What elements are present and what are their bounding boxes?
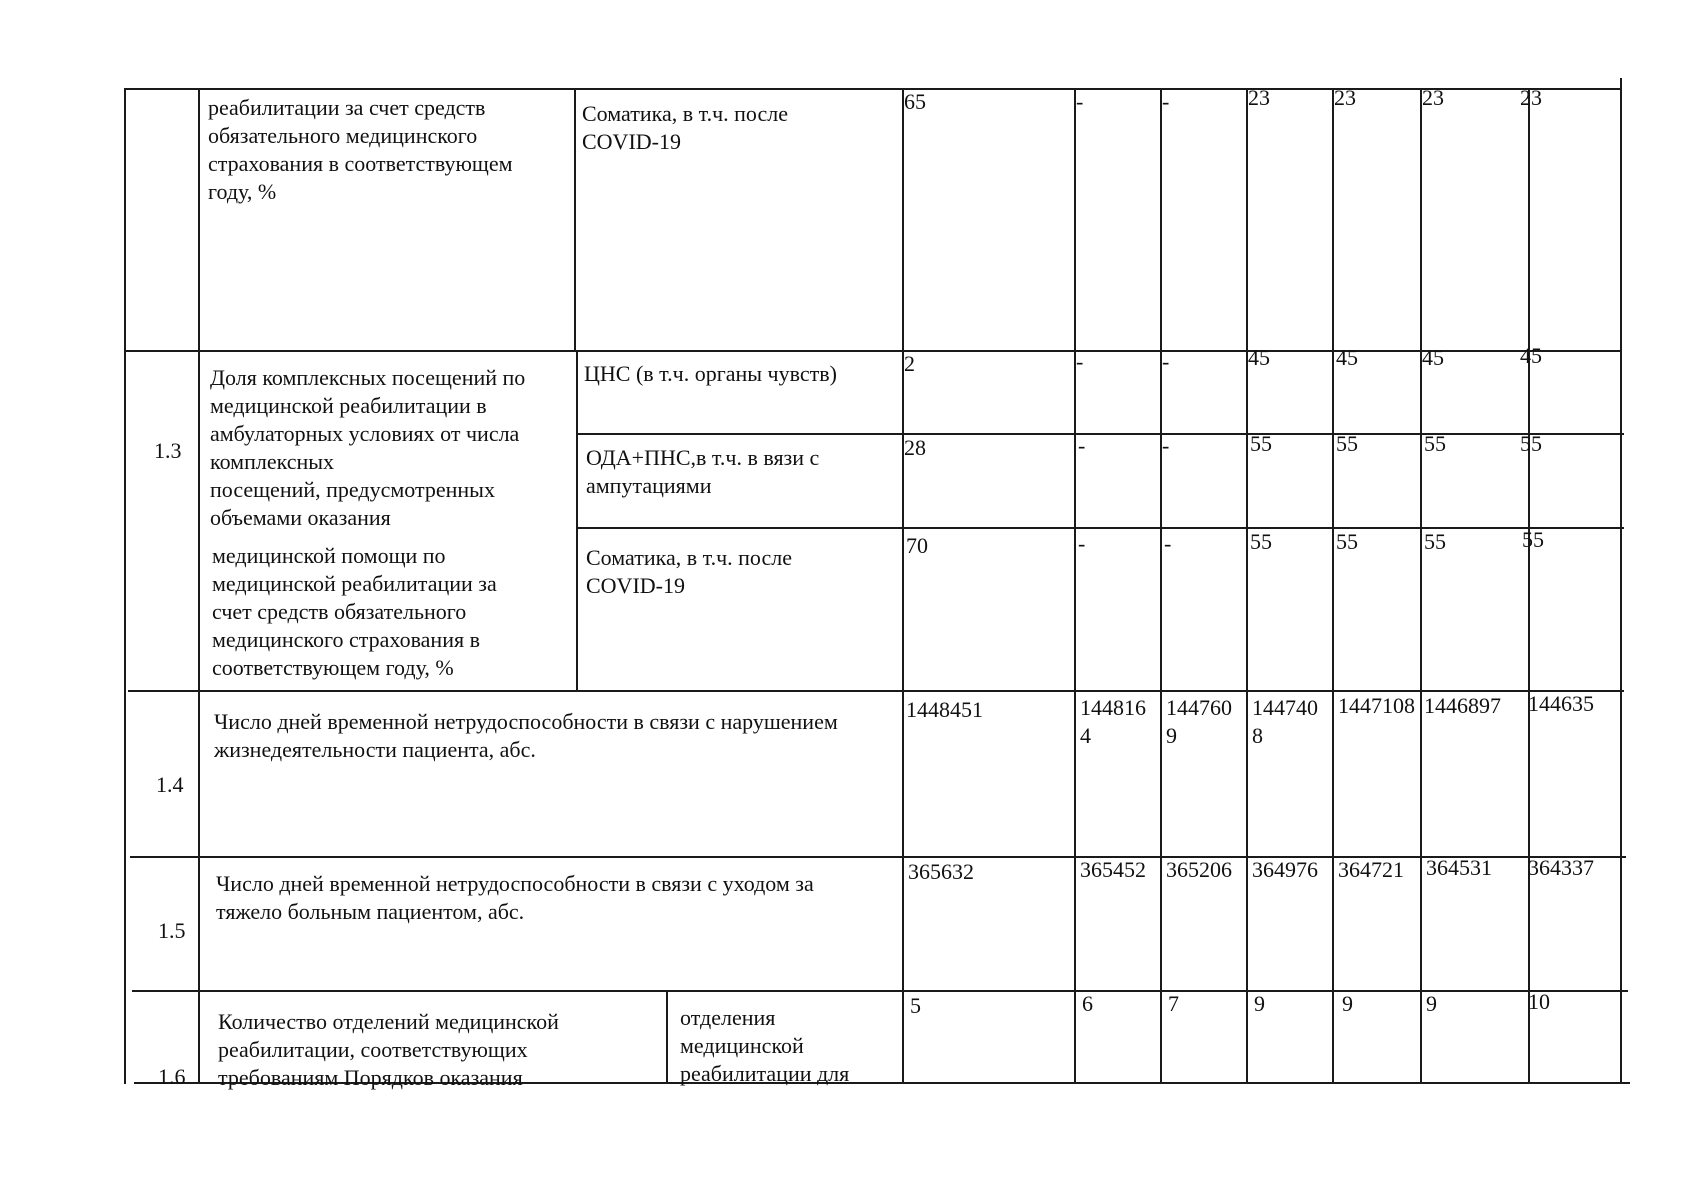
value-cell: 55 xyxy=(1424,529,1446,554)
category-label: ОДА+ПНС,в т.ч. в вязи с ампутациями xyxy=(586,445,820,498)
value-cell: 55 xyxy=(1250,529,1272,554)
value-cell: - xyxy=(1076,349,1084,374)
value-cell: 364721 xyxy=(1338,857,1404,882)
value-cell: 7 xyxy=(1168,991,1179,1016)
row-number: 1.6 xyxy=(158,1064,186,1089)
value-cell: 55 xyxy=(1520,431,1542,456)
row-divider xyxy=(578,527,1624,529)
value-cell: 6 xyxy=(1082,991,1093,1016)
category-label: отделения медицинской реабилитации для xyxy=(680,1005,850,1086)
value-cell: - xyxy=(1164,531,1172,556)
value-cell: - xyxy=(1078,433,1086,458)
col-divider xyxy=(666,990,668,1084)
row-number: 1.3 xyxy=(154,438,182,463)
value-cell: 10 xyxy=(1528,989,1550,1014)
row-number: 1.4 xyxy=(156,772,184,797)
value-cell: 55 xyxy=(1424,431,1446,456)
value-cell: 364337 xyxy=(1528,855,1594,880)
value-cell: 144816 4 xyxy=(1080,695,1146,748)
indicator-name: Количество отделений медицинской реабилитации, соответствующих требованиям Порядков оказания xyxy=(218,1009,559,1090)
col-divider xyxy=(1420,88,1422,1084)
indicator-name: Число дней временной нетрудоспособности в связи с нарушением жизнедеятельности пациента, абс. xyxy=(214,709,838,762)
value-cell: 45 xyxy=(1336,345,1358,370)
row-number: 1.5 xyxy=(158,918,186,943)
value-cell: 2 xyxy=(904,351,915,376)
value-cell: - xyxy=(1076,89,1084,114)
value-cell: - xyxy=(1078,531,1086,556)
category-label: Соматика, в т.ч. после COVID-19 xyxy=(586,545,792,598)
value-cell: 70 xyxy=(906,533,928,558)
value-cell: 364531 xyxy=(1426,855,1492,880)
value-cell: 23 xyxy=(1334,85,1356,110)
value-cell: - xyxy=(1162,433,1170,458)
value-cell: 45 xyxy=(1422,345,1444,370)
col-divider xyxy=(902,88,904,1084)
category-label: ЦНС (в т.ч. органы чувств) xyxy=(584,361,837,386)
value-cell: 9 xyxy=(1342,991,1353,1016)
value-cell: 144760 9 xyxy=(1166,695,1232,748)
row-divider xyxy=(578,433,1624,435)
value-cell: 365206 xyxy=(1166,857,1232,882)
col-divider xyxy=(1160,88,1162,1084)
col-divider xyxy=(576,350,578,690)
value-cell: 365632 xyxy=(908,859,974,884)
value-cell: 55 xyxy=(1336,431,1358,456)
value-cell: 364976 xyxy=(1252,857,1318,882)
value-cell: 1447108 xyxy=(1338,693,1415,718)
value-cell: 1446897 xyxy=(1424,693,1501,718)
category-label: Соматика, в т.ч. после COVID-19 xyxy=(582,101,788,154)
value-cell: 45 xyxy=(1248,345,1270,370)
value-cell: - xyxy=(1162,89,1170,114)
value-cell: 5 xyxy=(910,993,921,1018)
value-cell: 23 xyxy=(1422,85,1444,110)
value-cell: 144635 xyxy=(1528,691,1594,716)
table-right-border xyxy=(1620,78,1622,1084)
col-divider xyxy=(1074,88,1076,1084)
value-cell: 55 xyxy=(1522,527,1544,552)
value-cell: 28 xyxy=(904,435,926,460)
value-cell: 55 xyxy=(1250,431,1272,456)
value-cell: 55 xyxy=(1336,529,1358,554)
col-divider xyxy=(198,88,200,1084)
col-divider xyxy=(1528,88,1530,1084)
value-cell: 9 xyxy=(1426,991,1437,1016)
value-cell: 23 xyxy=(1248,85,1270,110)
indicator-name: Число дней временной нетрудоспособности в связи с уходом за тяжело больным пациентом, абс. xyxy=(216,871,814,924)
col-divider xyxy=(1332,88,1334,1084)
value-cell: 9 xyxy=(1254,991,1265,1016)
value-cell: 45 xyxy=(1520,343,1542,368)
value-cell: 365452 xyxy=(1080,857,1146,882)
value-cell: 1448451 xyxy=(906,697,983,722)
row-divider xyxy=(132,990,1628,992)
value-cell: 144740 8 xyxy=(1252,695,1318,748)
value-cell: 65 xyxy=(904,89,926,114)
indicator-name: реабилитации за счет средств обязательного медицинского страхования в соответствующем году, % xyxy=(208,95,513,204)
table-left-border xyxy=(124,88,126,1084)
col-divider xyxy=(1246,88,1248,1084)
indicator-name: медицинской помощи по медицинской реабилитации за счет средств обязательного медицинского страхования в соответствующем году, % xyxy=(212,543,497,680)
value-cell: 23 xyxy=(1520,85,1542,110)
indicator-name: Доля комплексных посещений по медицинской реабилитации в амбулаторных условиях от числа комплексных посещений, предусмотренных объемами оказания xyxy=(210,365,526,530)
row-divider xyxy=(124,350,1622,352)
table-top-border xyxy=(124,88,1620,90)
value-cell: - xyxy=(1162,349,1170,374)
col-divider xyxy=(574,88,576,350)
